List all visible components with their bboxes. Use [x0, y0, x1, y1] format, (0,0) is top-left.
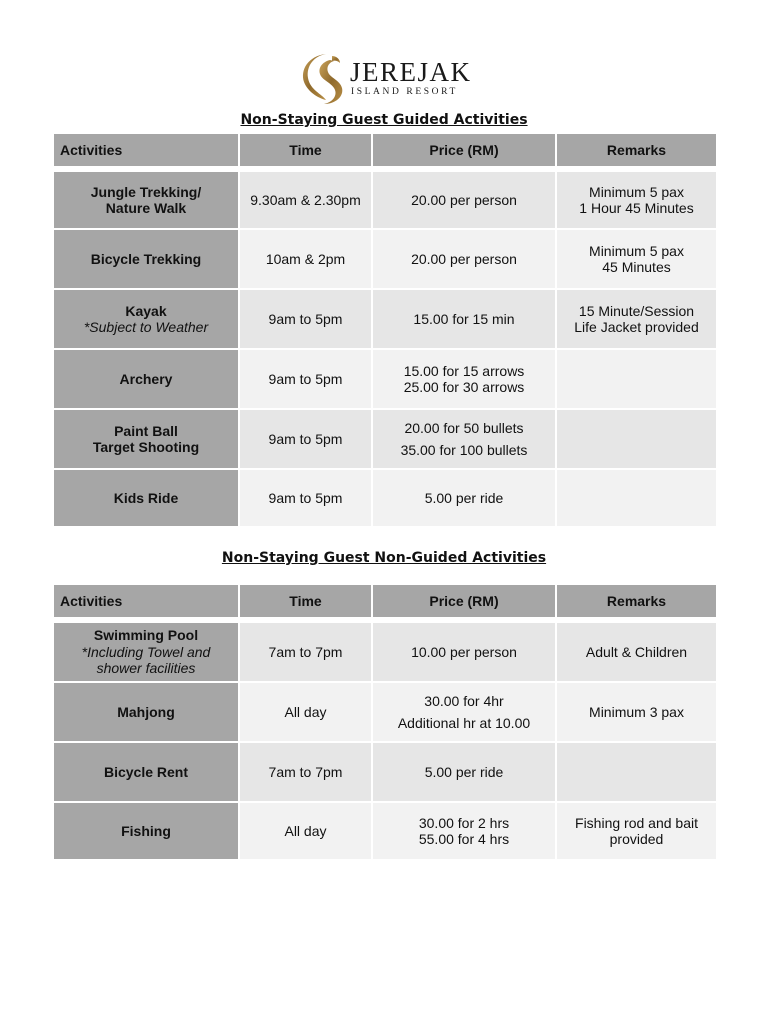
nonguided-section-title: Non-Staying Guest Non-Guided Activities: [221, 550, 547, 566]
table-row: [53, 622, 717, 682]
header-activities: Activities: [53, 133, 239, 167]
activity-cell: [53, 229, 239, 289]
table-row: [53, 349, 717, 409]
activity-cell: [53, 289, 239, 349]
time-cell: 7am to 7pm: [239, 742, 372, 802]
remarks-cell: [556, 349, 717, 409]
activity-name: Archery: [119, 370, 173, 387]
nonguided-activities-table: [52, 583, 718, 861]
header-time: Time: [239, 133, 372, 167]
price-line: 25.00 for 30 arrows: [403, 379, 525, 395]
table-header-row: [53, 133, 717, 167]
activity-cell: [53, 742, 239, 802]
remarks-line: 15 Minute/Session: [578, 302, 695, 319]
table-row: [53, 289, 717, 349]
remarks-line: Minimum 3 pax: [589, 703, 684, 720]
table-row: [53, 409, 717, 469]
remarks-cell: [556, 171, 717, 229]
remarks-cell: [556, 289, 717, 349]
remarks-line: Fishing rod and bait provided: [575, 814, 698, 847]
price-line: 20.00 per person: [411, 250, 517, 267]
header-time: Time: [239, 584, 372, 618]
time-cell: 9am to 5pm: [239, 289, 372, 349]
remarks-cell: [556, 802, 717, 860]
price-cell: [372, 349, 556, 409]
time-cell: All day: [239, 802, 372, 860]
time-cell: 10am & 2pm: [239, 229, 372, 289]
activity-cell: [53, 802, 239, 860]
price-cell: [372, 289, 556, 349]
price-cell: [372, 409, 556, 469]
price-cell: [372, 682, 556, 742]
activity-name: Bicycle Rent: [103, 763, 189, 780]
remarks-cell: [556, 409, 717, 469]
activity-note: *Including Towel and shower facilities: [81, 643, 211, 677]
activity-cell: [53, 171, 239, 229]
table-row: [53, 171, 717, 229]
price-line: 15.00 for 15 min: [413, 310, 515, 327]
price-line: 55.00 for 4 hrs: [418, 831, 510, 847]
activity-cell: [53, 469, 239, 527]
time-cell: 9am to 5pm: [239, 349, 372, 409]
price-cell: [372, 742, 556, 802]
activity-cell: [53, 622, 239, 682]
activity-name: Jungle Trekking/: [90, 183, 202, 200]
time-cell: 9am to 5pm: [239, 469, 372, 527]
remarks-cell: [556, 229, 717, 289]
activity-cell: [53, 349, 239, 409]
header-price: Price (RM): [372, 584, 556, 618]
activity-cell: [53, 682, 239, 742]
price-line: 30.00 for 2 hrs: [418, 814, 510, 831]
remarks-cell: [556, 742, 717, 802]
table-row: [53, 229, 717, 289]
guided-section-title: Non-Staying Guest Guided Activities: [240, 112, 528, 128]
price-line: 5.00 per ride: [424, 763, 504, 780]
header-remarks: Remarks: [556, 584, 717, 618]
price-line: Additional hr at 10.00: [397, 714, 531, 731]
price-line: 5.00 per ride: [424, 489, 504, 506]
remarks-line: Life Jacket provided: [574, 319, 699, 335]
price-line: 20.00 for 50 bullets: [404, 420, 524, 436]
table-row: [53, 802, 717, 860]
table-row: [53, 469, 717, 527]
resort-logo: [296, 50, 472, 106]
activity-name: Mahjong: [117, 703, 175, 720]
remarks-cell: [556, 469, 717, 527]
activity-name: Fishing: [121, 822, 171, 839]
header-activities: Activities: [53, 584, 239, 618]
guided-activities-table: [52, 132, 718, 528]
remarks-line: 1 Hour 45 Minutes: [579, 200, 694, 216]
activity-name: Nature Walk: [105, 200, 187, 216]
activity-name: Paint Ball: [114, 422, 178, 439]
remarks-line: Adult & Children: [585, 643, 688, 660]
table-header-row: [53, 584, 717, 618]
activity-name: Kids Ride: [113, 489, 179, 506]
price-cell: [372, 229, 556, 289]
price-line: 35.00 for 100 bullets: [400, 441, 528, 458]
remarks-cell: [556, 682, 717, 742]
activity-name: Kayak: [125, 302, 167, 319]
remarks-line: Minimum 5 pax: [589, 242, 684, 259]
remarks-line: 45 Minutes: [602, 259, 671, 275]
price-line: 30.00 for 4hr: [424, 693, 504, 709]
activity-name: Swimming Pool: [93, 627, 199, 644]
table-row: [53, 682, 717, 742]
price-line: 15.00 for 15 arrows: [403, 362, 525, 379]
time-cell: 7am to 7pm: [239, 622, 372, 682]
jerejak-emblem-icon: [296, 50, 348, 106]
price-cell: [372, 622, 556, 682]
remarks-line: Minimum 5 pax: [589, 183, 684, 200]
header-price: Price (RM): [372, 133, 556, 167]
activity-name: Target Shooting: [92, 439, 200, 455]
price-line: 10.00 per person: [411, 643, 517, 660]
price-line: 20.00 per person: [411, 191, 517, 208]
activity-cell: [53, 409, 239, 469]
time-cell: 9am to 5pm: [239, 409, 372, 469]
price-cell: [372, 469, 556, 527]
logo-name: JEREJAK: [350, 57, 472, 87]
time-cell: 9.30am & 2.30pm: [239, 171, 372, 229]
activity-name: Bicycle Trekking: [90, 250, 202, 267]
table-row: [53, 742, 717, 802]
header-remarks: Remarks: [556, 133, 717, 167]
remarks-cell: [556, 622, 717, 682]
activity-note: *Subject to Weather: [83, 319, 209, 335]
price-cell: [372, 802, 556, 860]
time-cell: All day: [239, 682, 372, 742]
logo-subtitle: ISLAND RESORT: [351, 87, 458, 97]
price-cell: [372, 171, 556, 229]
